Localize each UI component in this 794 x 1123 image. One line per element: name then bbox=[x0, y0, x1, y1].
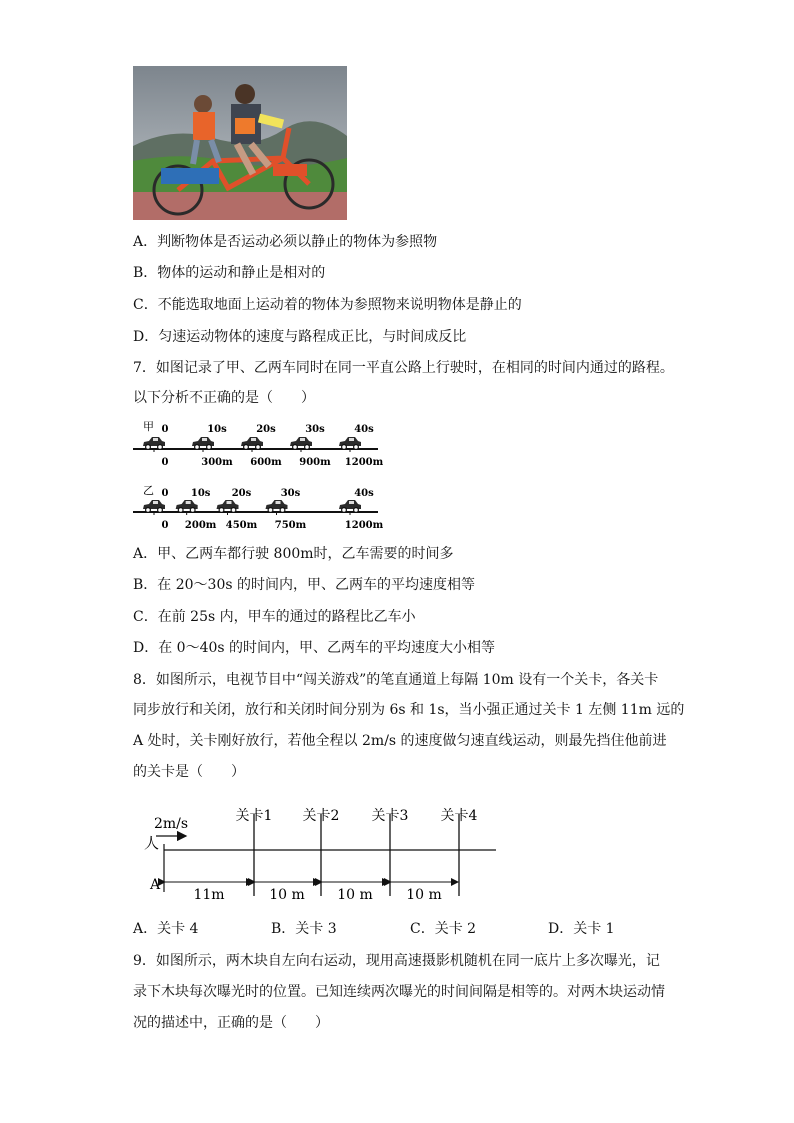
car-b-label: 乙 bbox=[143, 484, 154, 497]
q7-option-d: D．在 0～40s 的时间内，甲、乙两车的平均速度大小相等 bbox=[133, 640, 496, 656]
car-a-car-2 bbox=[241, 437, 263, 449]
car-b-car-1 bbox=[176, 500, 198, 512]
car-a-car-0 bbox=[143, 437, 165, 449]
car-b-car-3 bbox=[266, 500, 288, 512]
car-a-time-0: 0 bbox=[161, 424, 169, 435]
car-a-time-2: 20s bbox=[256, 424, 276, 435]
q7-option-c: C．在前 25s 内，甲车的通过的路程比乙车小 bbox=[133, 609, 416, 625]
car-b-distance-0: 0 bbox=[161, 520, 169, 531]
gate-game-figure bbox=[138, 800, 502, 904]
car-a-row bbox=[133, 420, 384, 468]
q6-option-b: B．物体的运动和静止是相对的 bbox=[133, 265, 326, 281]
speed-label: 2m/s bbox=[154, 816, 189, 832]
car-a-distance-2: 600m bbox=[250, 457, 282, 468]
q8-stem-line-1: 8．如图所示，电视节目中“闯关游戏”的笔直通道上每隔 10m 设有一个关卡，各关卡 bbox=[133, 672, 659, 688]
car-b-distance-4: 1200m bbox=[344, 520, 384, 531]
car-motion-figure bbox=[128, 416, 390, 534]
car-b-car-2 bbox=[217, 500, 239, 512]
car-a-time-4: 40s bbox=[354, 424, 374, 435]
gate-4-label: 关卡4 bbox=[440, 808, 478, 824]
q6-option-c: C．不能选取地面上运动着的物体为参照物来说明物体是静止的 bbox=[133, 297, 522, 313]
q7-option-b: B．在 20～30s 的时间内，甲、乙两车的平均速度相等 bbox=[133, 577, 476, 593]
car-b-car-0 bbox=[143, 500, 165, 512]
car-b-distance-1: 200m bbox=[184, 520, 217, 531]
segment-4-length: 10 m bbox=[406, 887, 442, 903]
car-b-time-1: 10s bbox=[190, 488, 211, 499]
segment-1-length: 11m bbox=[193, 887, 225, 903]
car-a-time-1: 10s bbox=[207, 424, 227, 435]
car-a-distance-3: 900m bbox=[299, 457, 331, 468]
q6-option-d: D．匀速运动物体的速度与路程成正比，与时间成反比 bbox=[133, 329, 467, 345]
car-b-time-2: 20s bbox=[231, 488, 252, 499]
car-b-row bbox=[133, 484, 384, 531]
car-a-car-1 bbox=[192, 437, 214, 449]
gate-1-label: 关卡1 bbox=[235, 808, 273, 824]
gate-3-label: 关卡3 bbox=[371, 808, 409, 824]
car-a-distance-1: 300m bbox=[201, 457, 233, 468]
q8-option-c: C．关卡 2 bbox=[410, 921, 477, 937]
car-a-distance-4: 1200m bbox=[344, 457, 384, 468]
car-b-distance-3: 750m bbox=[274, 520, 307, 531]
car-b-car-4 bbox=[339, 500, 361, 512]
segment-2-length: 10 m bbox=[269, 887, 305, 903]
tandem-bicycle-photo bbox=[133, 66, 347, 220]
q7-stem-line-1: 7．如图记录了甲、乙两车同时在同一平直公路上行驶时，在相同的时间内通过的路程。 bbox=[133, 360, 674, 376]
car-b-time-0: 0 bbox=[161, 488, 169, 499]
q8-stem-line-3: A 处时，关卡刚好放行，若他全程以 2m/s 的速度做匀速直线运动，则最先挡住他前进 bbox=[133, 733, 667, 749]
gate-2-label: 关卡2 bbox=[302, 808, 340, 824]
car-a-label: 甲 bbox=[143, 420, 154, 433]
q8-option-d: D．关卡 1 bbox=[548, 921, 615, 937]
q7-stem-line-2: 以下分析不正确的是（ ） bbox=[133, 390, 315, 406]
car-a-distance-0: 0 bbox=[161, 457, 169, 468]
q9-stem-line-3: 况的描述中，正确的是（ ） bbox=[133, 1015, 329, 1031]
q8-option-a: A．关卡 4 bbox=[133, 921, 199, 937]
q8-option-b: B．关卡 3 bbox=[271, 921, 337, 937]
q8-stem-line-4: 的关卡是（ ） bbox=[133, 764, 245, 780]
q7-option-a: A．甲、乙两车都行驶 800m时，乙车需要的时间多 bbox=[133, 546, 454, 562]
car-a-car-4 bbox=[339, 437, 361, 449]
segment-3-length: 10 m bbox=[337, 887, 373, 903]
q9-stem-line-1: 9．如图所示，两木块自左向右运动，现用高速摄影机随机在同一底片上多次曝光，记 bbox=[133, 953, 660, 969]
person-label: 人 bbox=[144, 834, 160, 852]
car-b-distance-2: 450m bbox=[225, 520, 258, 531]
point-a-label: A bbox=[150, 877, 161, 893]
q8-stem-line-2: 同步放行和关闭，放行和关闭时间分别为 6s 和 1s，当小强正通过关卡 1 左侧 11m 远的 bbox=[133, 702, 685, 718]
car-b-time-3: 30s bbox=[280, 488, 301, 499]
car-a-car-3 bbox=[290, 437, 312, 449]
car-a-time-3: 30s bbox=[305, 424, 325, 435]
q9-stem-line-2: 录下木块每次曝光时的位置。已知连续两次曝光的时间间隔是相等的。对两木块运动情 bbox=[133, 984, 665, 1000]
car-b-time-4: 40s bbox=[354, 488, 374, 499]
q6-option-a: A．判断物体是否运动必须以静止的物体为参照物 bbox=[133, 234, 438, 250]
